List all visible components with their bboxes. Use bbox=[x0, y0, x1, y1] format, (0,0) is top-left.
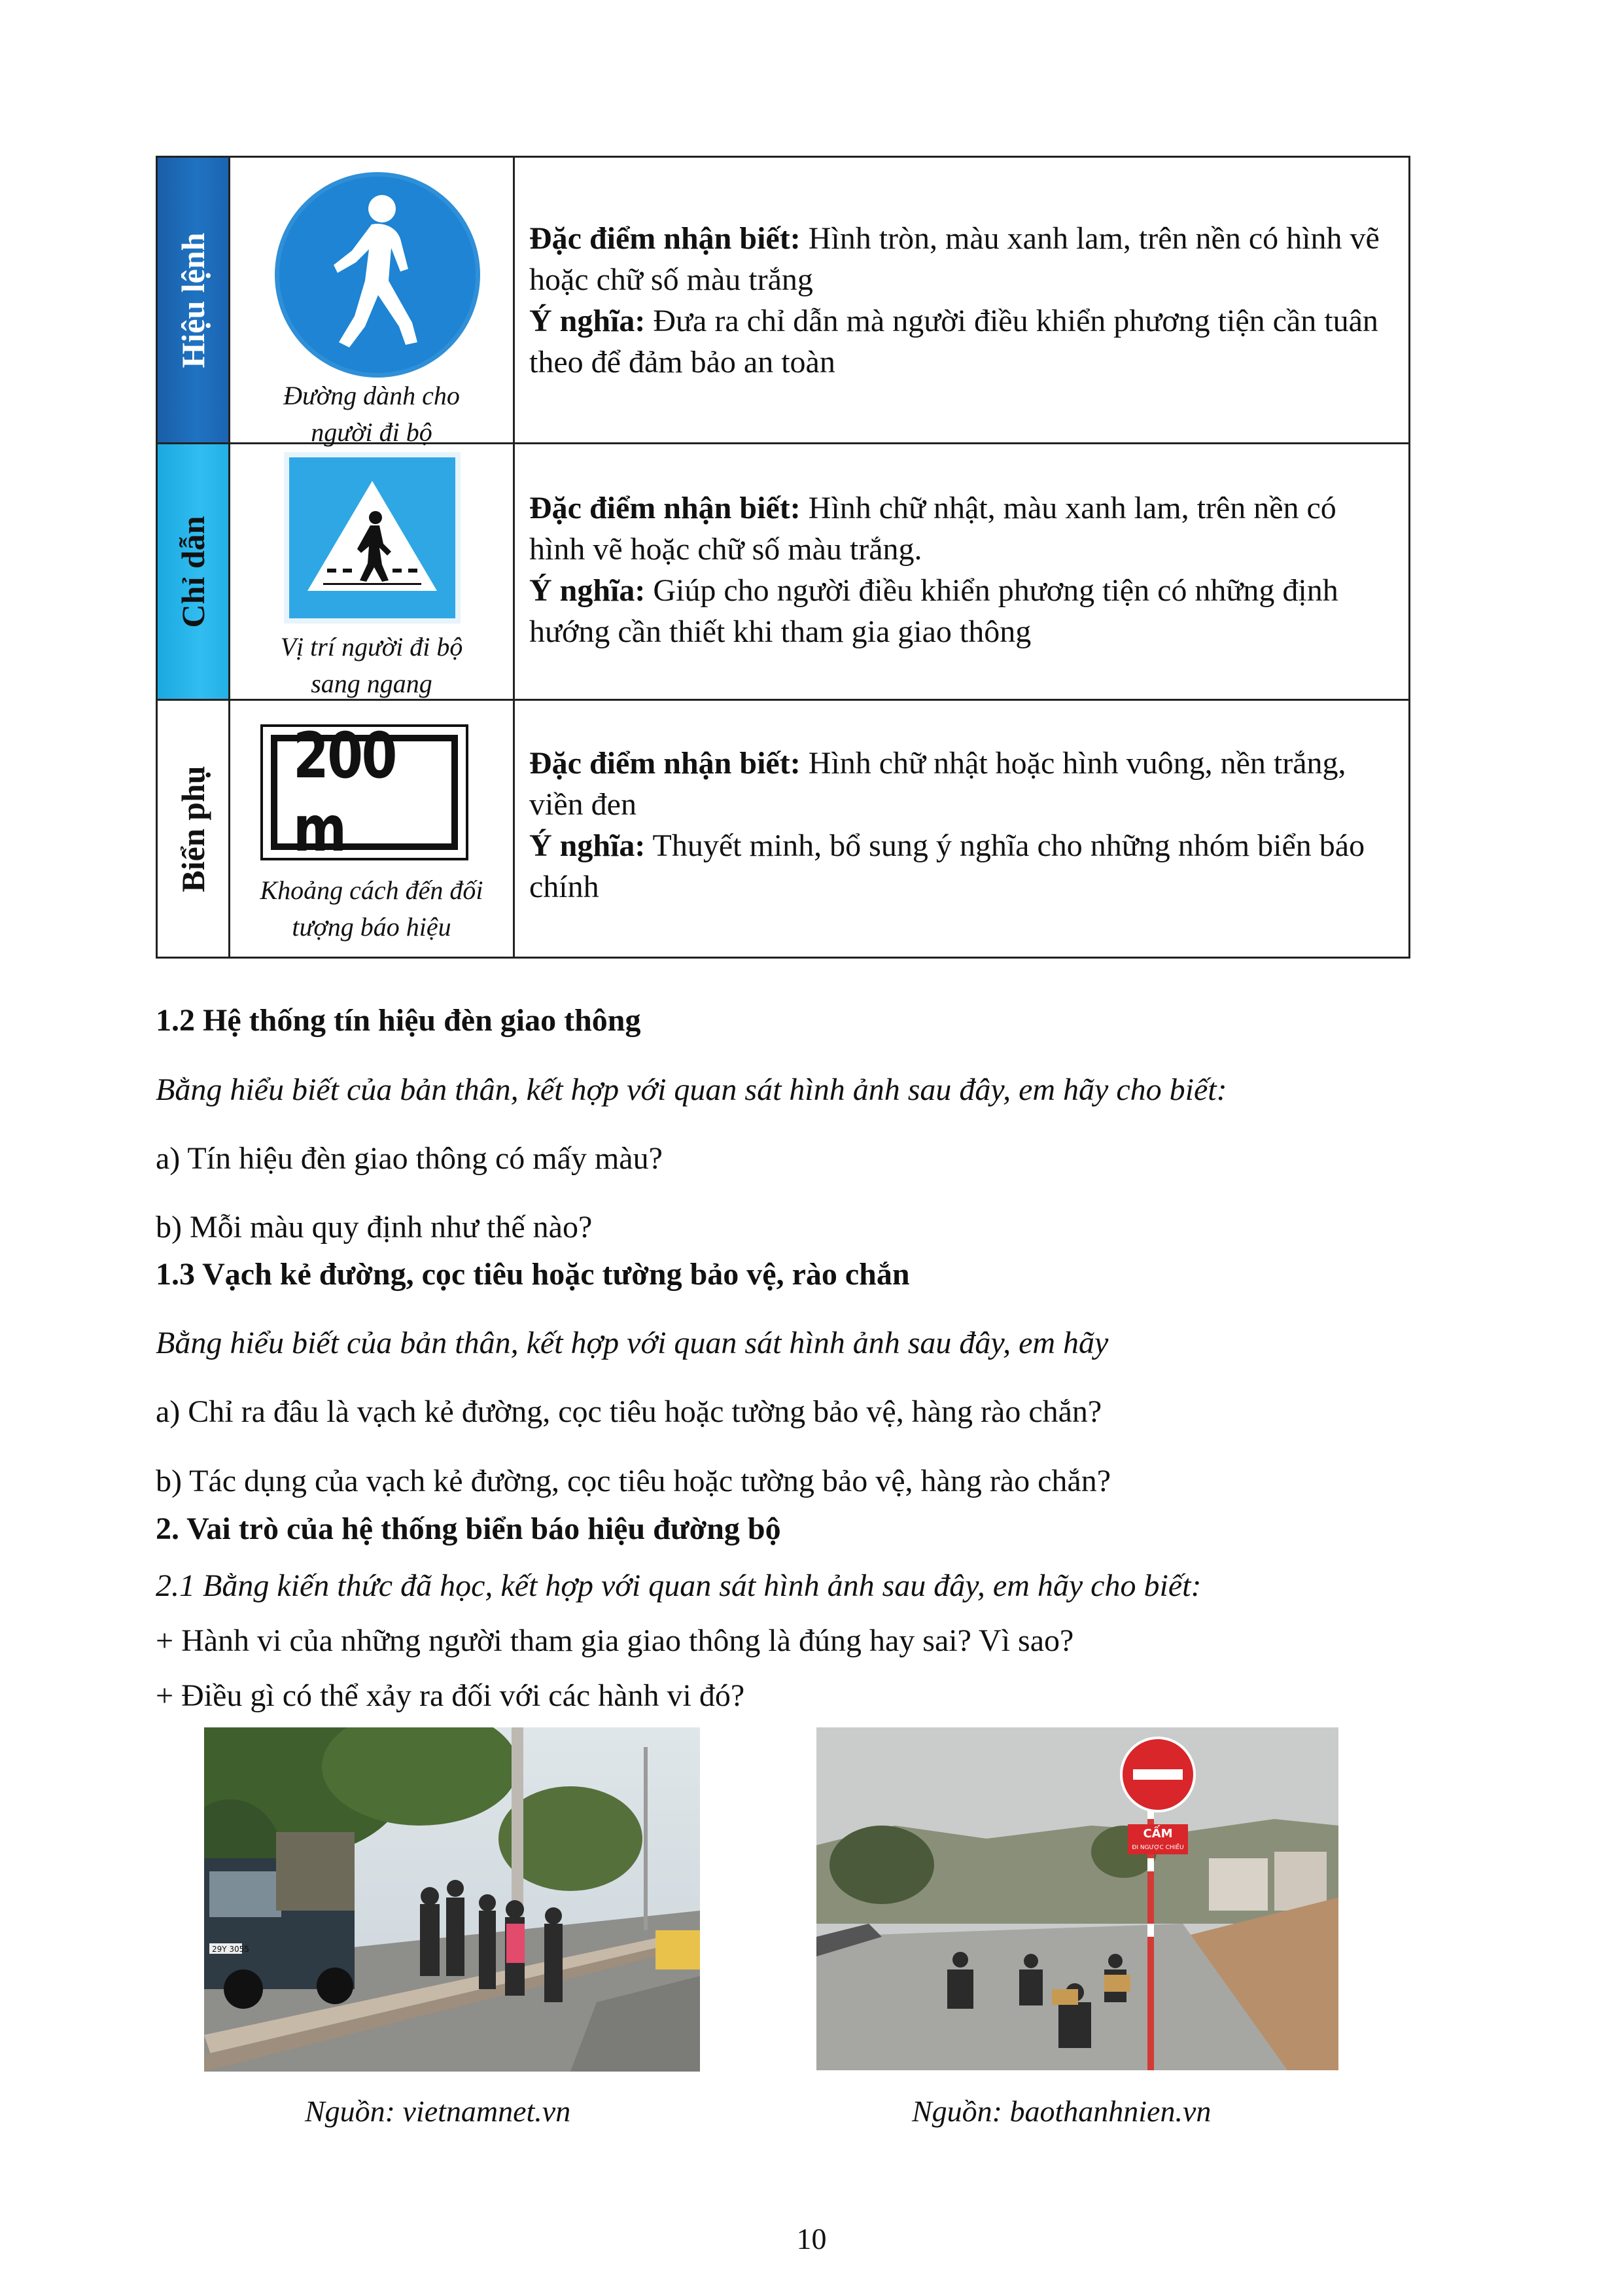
section-2-line2: + Điều gì có thể xảy ra đối với các hành vi đó? bbox=[156, 1678, 745, 1713]
meaning-text: Giúp cho người điều khiển phương tiện có những định hướng cần thiết khi tham gia giao thông bbox=[529, 573, 1338, 649]
sign-caption-line1: Vị trí người đi bộ bbox=[280, 632, 463, 662]
feature-text: Hình chữ nhật hoặc hình vuông, nền trắng, viền đen bbox=[529, 746, 1346, 822]
category-label: Biển phụ bbox=[175, 765, 211, 892]
truck-plate-text: 29Y 3055 bbox=[212, 1945, 249, 1954]
pedestrian-crossing-sign-icon bbox=[284, 452, 461, 624]
wrong-way-scene-image bbox=[816, 1727, 1338, 2070]
pedestrian-path-sign-icon bbox=[273, 171, 481, 379]
table-row-chi-dan bbox=[157, 444, 1410, 700]
street-photo-pedestrians bbox=[204, 1727, 700, 2072]
meaning-text: Thuyết minh, bổ sung ý nghĩa cho những nhóm biển báo chính bbox=[529, 828, 1365, 904]
sign-caption-line2: người đi bộ bbox=[311, 417, 432, 447]
section-1-2-question-a: a) Tín hiệu đèn giao thông có mấy màu? bbox=[156, 1141, 663, 1176]
distance-sign-text: 200 m bbox=[292, 719, 396, 866]
feature-paragraph bbox=[529, 218, 1390, 300]
traffic-sign-table bbox=[156, 156, 1410, 959]
meaning-label: Ý nghĩa: bbox=[529, 304, 646, 338]
category-cell-chi-dan bbox=[157, 444, 230, 700]
feature-text: Hình tròn, màu xanh lam, trên nền có hình vẽ hoặc chữ số màu trắng bbox=[529, 221, 1380, 297]
no-entry-sign-icon bbox=[1121, 1738, 1195, 1811]
feature-paragraph bbox=[529, 487, 1390, 570]
left-photo-source: Nguồn: vietnamnet.vn bbox=[305, 2094, 571, 2128]
section-2-heading: 2. Vai trò của hệ thống biển báo hiệu đường bộ bbox=[156, 1511, 781, 1546]
sign-description bbox=[514, 444, 1410, 700]
meaning-label: Ý nghĩa: bbox=[529, 573, 646, 608]
sign-caption-line2: sang ngang bbox=[311, 669, 432, 698]
section-1-3-heading: 1.3 Vạch kẻ đường, cọc tiêu hoặc tường bảo vệ, rào chắn bbox=[156, 1257, 910, 1292]
sign-image-cell bbox=[230, 157, 514, 447]
sign-caption-line1: Đường dành cho bbox=[283, 381, 460, 410]
sign-description bbox=[514, 157, 1410, 444]
prohibition-sign-text-2: ĐI NGƯỢC CHIỀU bbox=[1132, 1845, 1184, 1851]
section-1-2-question-b: b) Mỗi màu quy định như thế nào? bbox=[156, 1210, 593, 1245]
section-1-3-prompt: Bằng hiểu biết của bản thân, kết hợp với quan sát hình ảnh sau đây, em hãy bbox=[156, 1326, 1109, 1360]
table-row-bien-phu bbox=[157, 700, 1410, 958]
category-label: Hiệu lệnh bbox=[175, 232, 211, 368]
sign-image-cell bbox=[230, 444, 514, 700]
meaning-text: Đưa ra chỉ dẫn mà người điều khiển phương tiện cần tuân theo để đảm bảo an toàn bbox=[529, 304, 1378, 380]
section-2-line1: + Hành vi của những người tham gia giao thông là đúng hay sai? Vì sao? bbox=[156, 1623, 1074, 1658]
feature-label: Đặc điểm nhận biết: bbox=[529, 746, 801, 781]
section-1-3-question-b: b) Tác dụng của vạch kẻ đường, cọc tiêu hoặc tường bảo vệ, hàng rào chắn? bbox=[156, 1464, 1111, 1498]
feature-label: Đặc điểm nhận biết: bbox=[529, 491, 801, 525]
sign-image-cell bbox=[230, 700, 514, 958]
sign-caption-line2: tượng báo hiệu bbox=[292, 912, 451, 942]
section-1-3-question-a: a) Chỉ ra đâu là vạch kẻ đường, cọc tiêu hoặc tường bảo vệ, hàng rào chắn? bbox=[156, 1394, 1102, 1429]
section-1-2-heading: 1.2 Hệ thống tín hiệu đèn giao thông bbox=[156, 1003, 641, 1038]
meaning-paragraph bbox=[529, 300, 1390, 383]
table-row-hieu-lenh bbox=[157, 157, 1410, 444]
category-cell-hieu-lenh bbox=[157, 157, 230, 444]
street-photo-wrong-way bbox=[816, 1727, 1338, 2070]
feature-label: Đặc điểm nhận biết: bbox=[529, 221, 801, 256]
sign-caption-line1: Khoảng cách đến đối bbox=[260, 875, 483, 905]
meaning-label: Ý nghĩa: bbox=[529, 828, 646, 863]
sign-description bbox=[514, 700, 1410, 958]
prohibition-sign-text-1: CẤM bbox=[1143, 1827, 1173, 1841]
distance-sign bbox=[260, 719, 468, 866]
category-label: Chỉ dẫn bbox=[175, 516, 211, 627]
right-photo-source: Nguồn: baothanhnien.vn bbox=[912, 2094, 1212, 2128]
street-scene-image bbox=[204, 1727, 700, 2072]
feature-text: Hình chữ nhật, màu xanh lam, trên nền có hình vẽ hoặc chữ số màu trắng. bbox=[529, 491, 1336, 567]
feature-paragraph bbox=[529, 743, 1390, 825]
section-1-2-prompt: Bằng hiểu biết của bản thân, kết hợp với quan sát hình ảnh sau đây, em hãy cho biết: bbox=[156, 1072, 1227, 1107]
section-2-prompt: 2.1 Bằng kiến thức đã học, kết hợp với quan sát hình ảnh sau đây, em hãy cho biết: bbox=[156, 1568, 1202, 1603]
category-cell-bien-phu bbox=[157, 700, 230, 958]
meaning-paragraph bbox=[529, 570, 1390, 652]
page-number: 10 bbox=[796, 2222, 827, 2255]
meaning-paragraph bbox=[529, 825, 1390, 908]
